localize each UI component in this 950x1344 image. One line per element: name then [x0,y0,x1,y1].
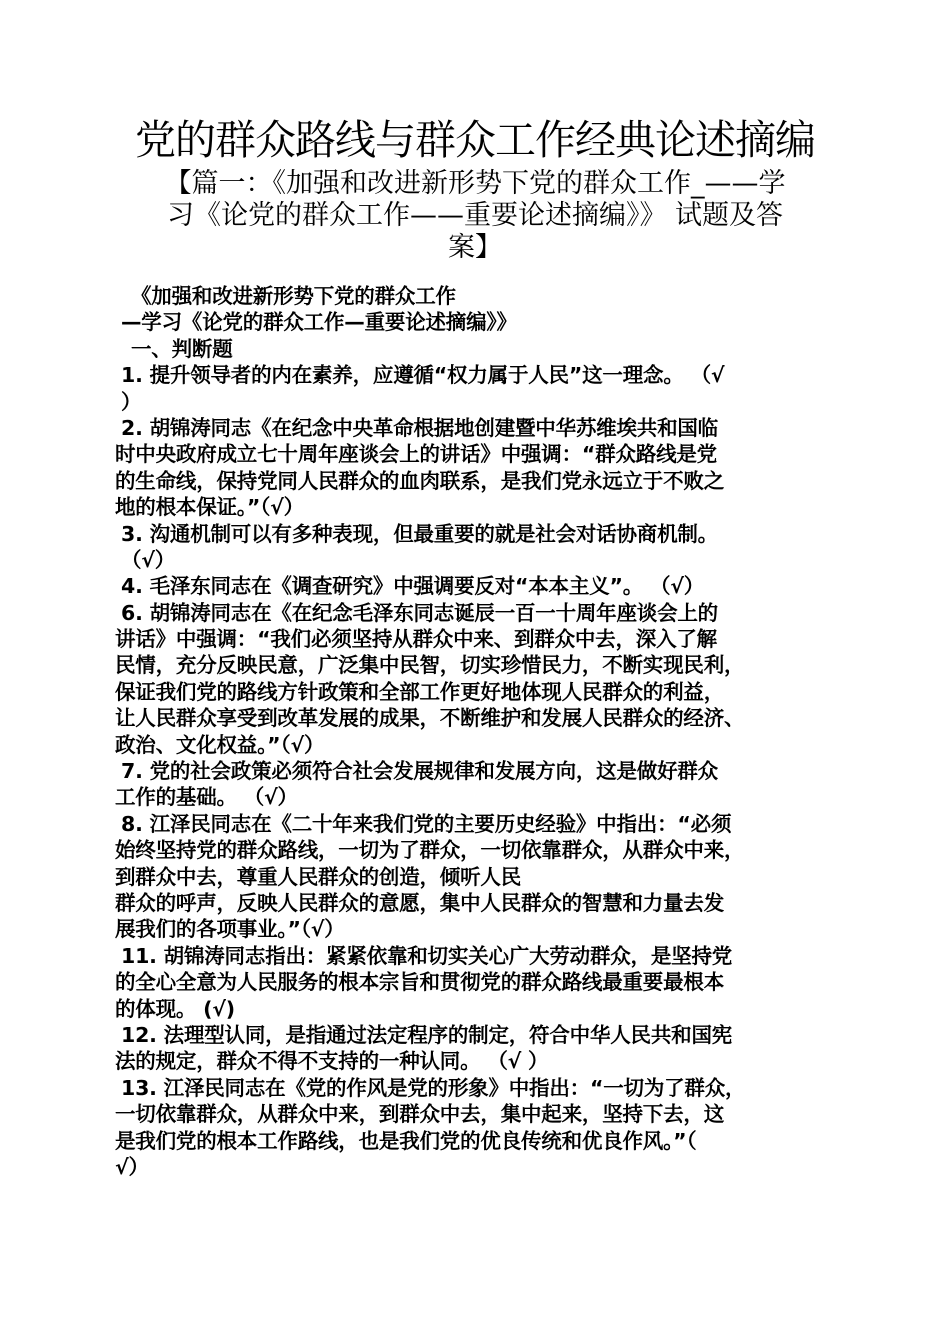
body-line: 4. 毛泽东同志在《调查研究》中强调要反对“本本主义”。 （√） [121,574,705,599]
body-line: 7. 党的社会政策必须符合社会发展规律和发展方向，这是做好群众 [121,759,718,784]
header-line: —学习《论党的群众工作—重要论述摘编》》 [121,310,517,335]
body-line: 3. 沟通机制可以有多种表现，但最重要的就是社会对话协商机制。 [121,521,718,546]
section-heading: 一、判断题 [131,336,233,361]
body-line: 8. 江泽民同志在《二十年来我们党的主要历史经验》中指出：“必须 [121,811,732,836]
body-line: 的体现。 (√) [115,996,235,1021]
body-line: 法的规定，群众不得不支持的一种认同。 （√ ） [115,1049,549,1074]
document-body [115,283,855,1180]
subtitle-line: 习《论党的群众工作——重要论述摘编》》 试题及答 [166,200,784,231]
body-line: 12. 法理型认同，是指通过法定程序的制定，符合中华人民共和国宪 [121,1022,733,1047]
body-line: 始终坚持党的群众路线，一切为了群众，一切依靠群众，从群众中来， [115,838,745,863]
body-line: 的生命线，保持党同人民群众的血肉联系，是我们党永远立于不败之 [115,468,724,493]
body-line: 讲话》中强调：“我们必须坚持从群众中来、到群众中去，深入了解 [115,627,717,652]
body-line: √） [115,1154,149,1179]
document-title: 党的群众路线与群众工作经典论述摘编 [135,116,815,164]
body-line: 一切依靠群众，从群众中来，到群众中去，集中起来，坚持下去，这 [115,1102,724,1127]
body-line: （√） [121,547,176,572]
body-line: 6. 胡锦涛同志在《在纪念毛泽东同志诞辰一百一十周年座谈会上的 [121,600,718,625]
body-line: 时中央政府成立七十周年座谈会上的讲话》中强调：“群众路线是党 [115,442,717,467]
body-line: 群众的呼声，反映人民群众的意愿，集中人民群众的智慧和力量去发 [115,890,724,915]
body-line: 地的根本保证。”（√） [115,495,304,520]
body-line: 到群众中去，尊重人民群众的创造，倾听人民 [115,864,521,889]
body-line: ） [121,389,142,414]
body-line: 13. 江泽民同志在《党的作风是党的形象》中指出：“一切为了群众， [121,1075,746,1100]
document-subtitle [110,168,840,264]
body-line: 民情，充分反映民意，广泛集中民智，切实珍惜民力，不断实现民利， [115,653,745,678]
body-line: 保证我们党的路线方针政策和全部工作更好地体现人民群众的利益， [115,679,724,704]
body-line: 11. 胡锦涛同志指出：紧紧依靠和切实关心广大劳动群众，是坚持党 [121,943,733,968]
body-line: 工作的基础。 （√） [115,785,298,810]
body-line: 2. 胡锦涛同志《在纪念中央革命根据地创建暨中华苏维埃共和国临 [121,415,718,440]
body-line: 展我们的各项事业。”（√） [115,917,345,942]
body-line: 政治、文化权益。”（√） [115,732,325,757]
body-line: 是我们党的根本工作路线，也是我们党的优良传统和优良作风。”（ [115,1128,697,1153]
body-line: 的全心全意为人民服务的根本宗旨和贯彻党的群众路线最重要最根本 [115,970,724,995]
body-line: 让人民群众享受到改革发展的成果，不断维护和发展人民群众的经济、 [115,706,745,731]
header-line: 《加强和改进新形势下党的群众工作 [131,284,456,308]
body-line: 1. 提升领导者的内在素养，应遵循“权力属于人民”这一理念。 （√ [121,363,725,388]
subtitle-line: 案】 [448,232,502,263]
subtitle-line: 【篇一：《加强和改进新形势下党的群众工作_——学 [164,168,786,199]
